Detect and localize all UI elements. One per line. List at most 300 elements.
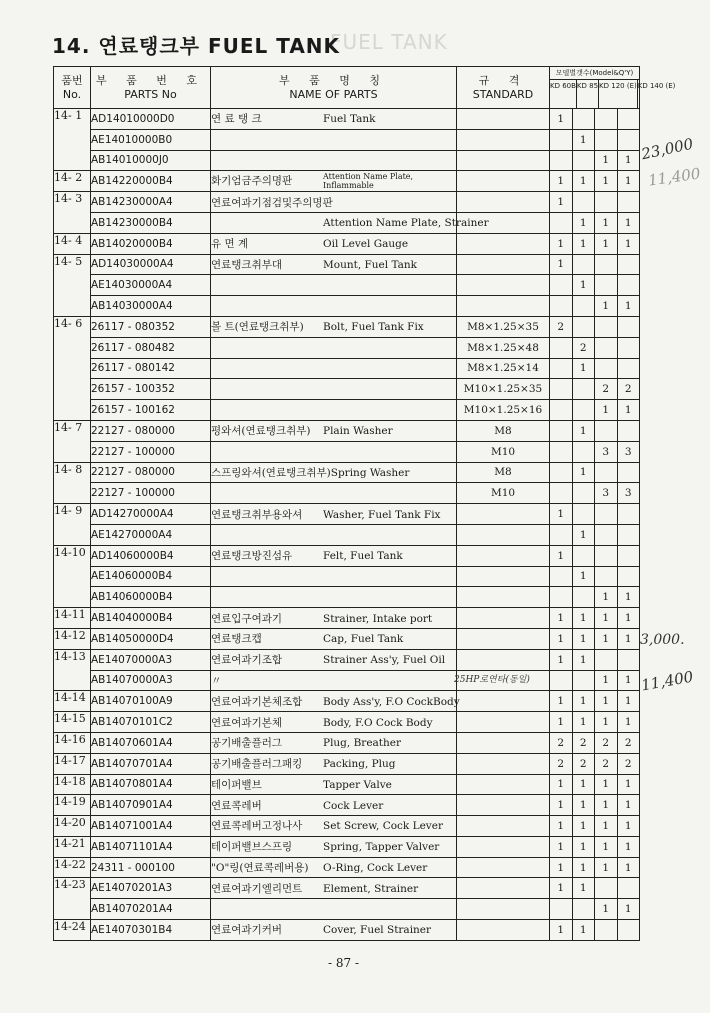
quantity-cell: 1 xyxy=(572,795,595,816)
part-name xyxy=(211,795,457,816)
quantity-cell: 1 xyxy=(595,171,618,192)
quantity-cell: 1 xyxy=(595,587,618,608)
part-name xyxy=(211,400,457,421)
part-name xyxy=(211,275,457,296)
header-name: 부 품 명 칭 NAME OF PARTS xyxy=(211,67,457,109)
table-row xyxy=(54,857,640,878)
model-kd140e: KD 140 (E) xyxy=(637,80,676,108)
quantity-cell xyxy=(595,192,618,213)
quantity-cell: 1 xyxy=(550,774,573,795)
header-standard: 규 격 STANDARD xyxy=(457,67,550,109)
part-number: AB14070000A3 xyxy=(91,670,211,691)
standard-spec xyxy=(457,628,550,649)
table-row xyxy=(54,379,640,400)
quantity-cell: 1 xyxy=(550,836,573,857)
quantity-cell xyxy=(617,358,640,379)
part-name-english: Bolt, Fuel Tank Fix xyxy=(323,321,424,334)
part-name-korean: 스프링와셔(연료탱크취부) xyxy=(211,466,331,479)
part-name xyxy=(211,420,457,441)
quantity-cell xyxy=(550,587,573,608)
standard-spec xyxy=(457,774,550,795)
standard-spec: M8 xyxy=(457,462,550,483)
quantity-cell: 3 xyxy=(617,483,640,504)
part-number: 26117 - 080352 xyxy=(91,316,211,337)
quantity-cell xyxy=(572,670,595,691)
part-name-korean: 공기배출플러그패킹 xyxy=(211,758,303,771)
part-name xyxy=(211,878,457,899)
part-number: AE14070301B4 xyxy=(91,920,211,941)
quantity-cell: 1 xyxy=(572,233,595,254)
part-name xyxy=(211,212,489,233)
table-row xyxy=(54,212,640,233)
table-row xyxy=(54,920,640,941)
table-row xyxy=(54,587,640,608)
part-name-english: Cover, Fuel Strainer xyxy=(323,924,432,937)
part-number: 26157 - 100352 xyxy=(91,379,211,400)
part-number: AB14010000J0 xyxy=(91,150,211,171)
table-row xyxy=(54,836,640,857)
quantity-cell: 1 xyxy=(595,670,618,691)
quantity-cell: 1 xyxy=(572,524,595,545)
quantity-cell xyxy=(595,254,618,275)
part-number: AB14071101A4 xyxy=(91,836,211,857)
part-number: AB14071001A4 xyxy=(91,816,211,837)
quantity-cell: 1 xyxy=(572,628,595,649)
quantity-cell xyxy=(550,483,573,504)
part-name-english: Strainer, Intake port xyxy=(323,612,433,625)
quantity-cell xyxy=(617,109,640,130)
part-name xyxy=(211,899,457,920)
table-row xyxy=(54,337,640,358)
quantity-cell: 1 xyxy=(572,212,595,233)
part-name-korean: 연료콕레버 xyxy=(211,799,262,812)
standard-spec: M10 xyxy=(457,441,550,462)
standard-spec xyxy=(457,857,550,878)
quantity-cell: 1 xyxy=(617,836,640,857)
quantity-cell: 1 xyxy=(595,400,618,421)
part-name-korean: 연료여과기조합 xyxy=(211,654,283,667)
part-name xyxy=(211,774,457,795)
table-row xyxy=(54,233,640,254)
quantity-cell: 1 xyxy=(617,400,640,421)
quantity-cell xyxy=(550,670,573,691)
part-name-korean: 테이퍼밸브스프링 xyxy=(211,841,293,854)
part-name xyxy=(211,670,457,691)
quantity-cell xyxy=(572,587,595,608)
quantity-cell xyxy=(595,275,618,296)
handwritten-note: 25HP로연타(동일) xyxy=(454,675,530,685)
quantity-cell: 1 xyxy=(595,296,618,317)
item-number: 14- 9 xyxy=(54,504,91,546)
part-name-english: Element, Strainer xyxy=(323,882,419,895)
quantity-cell: 1 xyxy=(595,774,618,795)
standard-spec xyxy=(457,878,550,899)
quantity-cell xyxy=(595,129,618,150)
quantity-cell: 1 xyxy=(617,899,640,920)
header-no: 품번 No. xyxy=(54,67,91,109)
quantity-cell: 1 xyxy=(617,150,640,171)
standard-spec xyxy=(457,275,550,296)
part-number: AE14070201A3 xyxy=(91,878,211,899)
table-row xyxy=(54,441,640,462)
part-name xyxy=(211,441,457,462)
part-name-korean: 연료탱크방진섬유 xyxy=(211,550,293,563)
part-name xyxy=(211,109,457,130)
quantity-cell xyxy=(550,441,573,462)
quantity-cell xyxy=(572,899,595,920)
part-name-korean: 테이퍼밸브 xyxy=(211,778,262,791)
quantity-cell xyxy=(572,316,595,337)
part-number: AD14030000A4 xyxy=(91,254,211,275)
part-name-english: Attention Name Plate, Inflammable xyxy=(323,172,414,191)
quantity-cell: 1 xyxy=(595,795,618,816)
standard-spec: M8×1.25×14 xyxy=(457,358,550,379)
quantity-cell: 1 xyxy=(572,608,595,629)
quantity-cell xyxy=(550,379,573,400)
table-row xyxy=(54,254,640,275)
part-name xyxy=(211,233,457,254)
part-number: AB14070201A4 xyxy=(91,899,211,920)
part-name xyxy=(211,337,457,358)
part-name-english: Washer, Fuel Tank Fix xyxy=(323,508,441,521)
part-name xyxy=(211,171,457,192)
part-name-english: Strainer Ass'y, Fuel Oil xyxy=(323,654,446,667)
quantity-cell: 1 xyxy=(550,795,573,816)
part-number: AD14270000A4 xyxy=(91,504,211,525)
part-name-english: Tapper Valve xyxy=(323,778,392,791)
quantity-cell: 1 xyxy=(595,150,618,171)
standard-spec xyxy=(457,233,550,254)
quantity-cell: 1 xyxy=(595,857,618,878)
item-number: 14-11 xyxy=(54,608,91,629)
standard-spec xyxy=(457,192,550,213)
part-name xyxy=(211,712,457,733)
quantity-cell xyxy=(617,649,640,670)
part-name xyxy=(211,316,457,337)
quantity-cell xyxy=(550,566,573,587)
part-name-english: Mount, Fuel Tank xyxy=(323,258,418,271)
part-number: AE14010000B0 xyxy=(91,129,211,150)
quantity-cell: 2 xyxy=(617,732,640,753)
part-name-english: Set Screw, Cock Lever xyxy=(323,820,443,833)
part-number: 24311 - 000100 xyxy=(91,857,211,878)
page-title: 14. 연료탱크부 FUEL TANK xyxy=(52,34,341,58)
quantity-cell xyxy=(550,212,573,233)
item-number: 14-12 xyxy=(54,628,91,649)
table-row xyxy=(54,649,640,670)
table-row xyxy=(54,358,640,379)
quantity-cell xyxy=(572,150,595,171)
quantity-cell xyxy=(617,275,640,296)
table-row xyxy=(54,670,640,691)
part-name-english: Plug, Breather xyxy=(323,737,402,750)
header-model-qty: 모델별갯수(Model&Q'Y) KD 60B KD 85 KD 120 (E) KD 140 (E) xyxy=(550,67,640,109)
part-name xyxy=(211,816,457,837)
item-number: 14-23 xyxy=(54,878,91,920)
quantity-cell: 1 xyxy=(550,878,573,899)
item-number: 14-13 xyxy=(54,649,91,691)
part-name-korean: 연료여과기엘리먼트 xyxy=(211,882,303,895)
part-name-english: Packing, Plug xyxy=(323,758,396,771)
standard-spec xyxy=(457,254,550,275)
quantity-cell xyxy=(595,316,618,337)
part-name xyxy=(211,524,457,545)
part-name-korean: "O"링(연료콕레버용) xyxy=(211,862,309,875)
quantity-cell: 1 xyxy=(595,712,618,733)
part-name-english: Felt, Fuel Tank xyxy=(323,550,403,563)
quantity-cell: 2 xyxy=(550,732,573,753)
part-name-korean: 연료탱크취부대 xyxy=(211,258,283,271)
table-row xyxy=(54,483,640,504)
part-number: AB14060000B4 xyxy=(91,587,211,608)
standard-spec: M8×1.25×48 xyxy=(457,337,550,358)
part-number: AE14270000A4 xyxy=(91,524,211,545)
quantity-cell: 1 xyxy=(550,504,573,525)
part-number: AD14060000B4 xyxy=(91,545,211,566)
item-number: 14- 5 xyxy=(54,254,91,316)
part-name-english: Cock Lever xyxy=(323,799,384,812)
quantity-cell xyxy=(572,504,595,525)
quantity-cell xyxy=(617,462,640,483)
part-number: AE14030000A4 xyxy=(91,275,211,296)
quantity-cell xyxy=(617,545,640,566)
standard-spec xyxy=(457,109,550,130)
quantity-cell xyxy=(550,129,573,150)
handwritten-price: 11,400 xyxy=(639,667,695,695)
quantity-cell: 1 xyxy=(572,691,595,712)
quantity-cell xyxy=(617,192,640,213)
quantity-cell xyxy=(617,504,640,525)
quantity-cell: 1 xyxy=(572,566,595,587)
part-name xyxy=(211,192,457,213)
item-number: 14-22 xyxy=(54,857,91,878)
part-number: AB14220000B4 xyxy=(91,171,211,192)
quantity-cell: 2 xyxy=(550,316,573,337)
part-name-english: Cap, Fuel Tank xyxy=(323,633,404,646)
quantity-cell xyxy=(617,420,640,441)
part-number: AB14070801A4 xyxy=(91,774,211,795)
part-number: AB14070601A4 xyxy=(91,732,211,753)
part-name-korean: 연료입구여과기 xyxy=(211,612,283,625)
handwritten-price: 11,400 xyxy=(647,164,702,190)
part-name xyxy=(211,732,457,753)
part-number: AB14070701A4 xyxy=(91,753,211,774)
quantity-cell: 1 xyxy=(595,608,618,629)
quantity-cell xyxy=(572,109,595,130)
quantity-cell xyxy=(595,462,618,483)
part-number: 26157 - 100162 xyxy=(91,400,211,421)
quantity-cell xyxy=(550,524,573,545)
quantity-cell xyxy=(572,192,595,213)
part-name-korean: 연료탱크취부용와셔 xyxy=(211,508,303,521)
standard-spec xyxy=(457,524,550,545)
quantity-cell: 1 xyxy=(595,816,618,837)
item-number: 14- 3 xyxy=(54,192,91,234)
part-name-english: Body, F.O Cock Body xyxy=(323,716,433,729)
part-number: AB14230000A4 xyxy=(91,192,211,213)
quantity-cell xyxy=(572,400,595,421)
part-name-korean: 연료여과기본체조합 xyxy=(211,695,303,708)
table-row xyxy=(54,109,640,130)
quantity-cell xyxy=(550,400,573,421)
part-name-english: Oil Level Gauge xyxy=(323,238,409,251)
quantity-cell: 1 xyxy=(572,129,595,150)
quantity-cell: 1 xyxy=(572,920,595,941)
quantity-cell xyxy=(550,337,573,358)
part-name-korean: 연료여과기점검및주의명판 xyxy=(211,196,333,209)
quantity-cell: 1 xyxy=(572,275,595,296)
table-row xyxy=(54,129,640,150)
quantity-cell: 1 xyxy=(550,649,573,670)
item-number: 14-16 xyxy=(54,732,91,753)
part-name-korean: 평와셔(연료탱크취부) xyxy=(211,425,311,438)
part-number: 22127 - 080000 xyxy=(91,462,211,483)
table-row xyxy=(54,171,640,192)
part-name-english: Fuel Tank xyxy=(323,113,376,126)
quantity-cell: 1 xyxy=(617,212,640,233)
quantity-cell: 1 xyxy=(550,545,573,566)
item-number: 14- 1 xyxy=(54,109,91,171)
quantity-cell xyxy=(550,420,573,441)
model-kd85: KD 85 xyxy=(576,80,598,108)
part-name xyxy=(211,462,457,483)
quantity-cell: 1 xyxy=(550,608,573,629)
table-row xyxy=(54,816,640,837)
quantity-cell: 1 xyxy=(572,171,595,192)
quantity-cell: 1 xyxy=(595,691,618,712)
part-number: AE14070000A3 xyxy=(91,649,211,670)
standard-spec xyxy=(457,587,550,608)
quantity-cell xyxy=(617,920,640,941)
part-number: AB14070100A9 xyxy=(91,691,211,712)
table-row xyxy=(54,712,640,733)
part-name-korean: 연 료 탱 크 xyxy=(211,113,262,126)
quantity-cell: 2 xyxy=(595,753,618,774)
table-row xyxy=(54,462,640,483)
table-row xyxy=(54,275,640,296)
quantity-cell: 1 xyxy=(617,608,640,629)
item-number: 14- 7 xyxy=(54,420,91,462)
standard-spec xyxy=(457,566,550,587)
quantity-cell xyxy=(617,524,640,545)
quantity-cell: 2 xyxy=(572,732,595,753)
part-name-korean: 연료콕레버고정나사 xyxy=(211,820,303,833)
part-name-korean: 볼 트(연료탱크취부) xyxy=(211,321,304,334)
quantity-cell xyxy=(572,483,595,504)
standard-spec xyxy=(457,753,550,774)
part-name xyxy=(211,358,457,379)
quantity-cell: 1 xyxy=(550,920,573,941)
quantity-cell: 1 xyxy=(617,857,640,878)
part-name-korean: 화기엄금주의명판 xyxy=(211,175,293,188)
part-name xyxy=(211,628,457,649)
quantity-cell: 1 xyxy=(595,233,618,254)
quantity-cell xyxy=(595,920,618,941)
quantity-cell: 1 xyxy=(572,358,595,379)
quantity-cell: 3 xyxy=(617,441,640,462)
quantity-cell: 2 xyxy=(595,379,618,400)
item-number: 14-20 xyxy=(54,816,91,837)
header-parts-no: 부 품 번 호 PARTS No xyxy=(91,67,211,109)
part-name-korean: 연료탱크캡 xyxy=(211,633,262,646)
standard-spec xyxy=(457,836,550,857)
part-name-korean: 〃 xyxy=(211,674,222,687)
model-kd120e: KD 120 (E) xyxy=(598,80,637,108)
item-number: 14-24 xyxy=(54,920,91,941)
standard-spec xyxy=(457,920,550,941)
standard-spec: M10×1.25×16 xyxy=(457,400,550,421)
quantity-cell: 1 xyxy=(550,171,573,192)
table-row xyxy=(54,608,640,629)
handwritten-price: 23,000 xyxy=(639,134,695,164)
part-name xyxy=(211,296,457,317)
quantity-cell: 1 xyxy=(572,774,595,795)
quantity-cell: 1 xyxy=(595,899,618,920)
table-row xyxy=(54,400,640,421)
quantity-cell: 1 xyxy=(550,691,573,712)
quantity-cell xyxy=(595,878,618,899)
quantity-cell: 1 xyxy=(550,109,573,130)
quantity-cell: 2 xyxy=(550,753,573,774)
part-number: 22127 - 100000 xyxy=(91,483,211,504)
item-number: 14-18 xyxy=(54,774,91,795)
quantity-cell xyxy=(595,649,618,670)
table-row xyxy=(54,753,640,774)
quantity-cell: 2 xyxy=(595,732,618,753)
quantity-cell xyxy=(617,337,640,358)
part-name xyxy=(211,545,457,566)
quantity-cell xyxy=(617,316,640,337)
part-name-english: Spring Washer xyxy=(330,466,410,479)
quantity-cell xyxy=(595,358,618,379)
part-name-english: Attention Name Plate, Strainer xyxy=(323,216,489,229)
table-row xyxy=(54,192,640,213)
quantity-cell xyxy=(550,899,573,920)
model-kd60b: KD 60B xyxy=(550,82,576,90)
page-number: - 87 - xyxy=(328,956,360,970)
standard-spec xyxy=(457,649,550,670)
quantity-cell: 1 xyxy=(617,233,640,254)
item-number: 14-19 xyxy=(54,795,91,816)
part-name xyxy=(211,483,457,504)
quantity-cell xyxy=(595,109,618,130)
quantity-cell xyxy=(595,337,618,358)
quantity-cell: 1 xyxy=(595,212,618,233)
table-row xyxy=(54,774,640,795)
item-number: 14-14 xyxy=(54,691,91,712)
standard-spec: M8×1.25×35 xyxy=(457,316,550,337)
part-name-english: Plain Washer xyxy=(323,425,393,438)
part-number: 26117 - 080142 xyxy=(91,358,211,379)
part-number: AD14010000D0 xyxy=(91,109,211,130)
part-name xyxy=(211,379,457,400)
quantity-cell: 1 xyxy=(572,420,595,441)
quantity-cell: 1 xyxy=(550,233,573,254)
part-number: AB14030000A4 xyxy=(91,296,211,317)
quantity-cell: 2 xyxy=(572,337,595,358)
item-number: 14- 8 xyxy=(54,462,91,504)
quantity-cell: 1 xyxy=(572,878,595,899)
quantity-cell: 1 xyxy=(617,816,640,837)
standard-spec xyxy=(457,732,550,753)
quantity-cell: 1 xyxy=(550,816,573,837)
quantity-cell: 1 xyxy=(595,836,618,857)
quantity-cell: 1 xyxy=(572,836,595,857)
part-number: AB14070901A4 xyxy=(91,795,211,816)
table-row xyxy=(54,899,640,920)
part-name xyxy=(211,920,457,941)
table-row xyxy=(54,504,640,525)
